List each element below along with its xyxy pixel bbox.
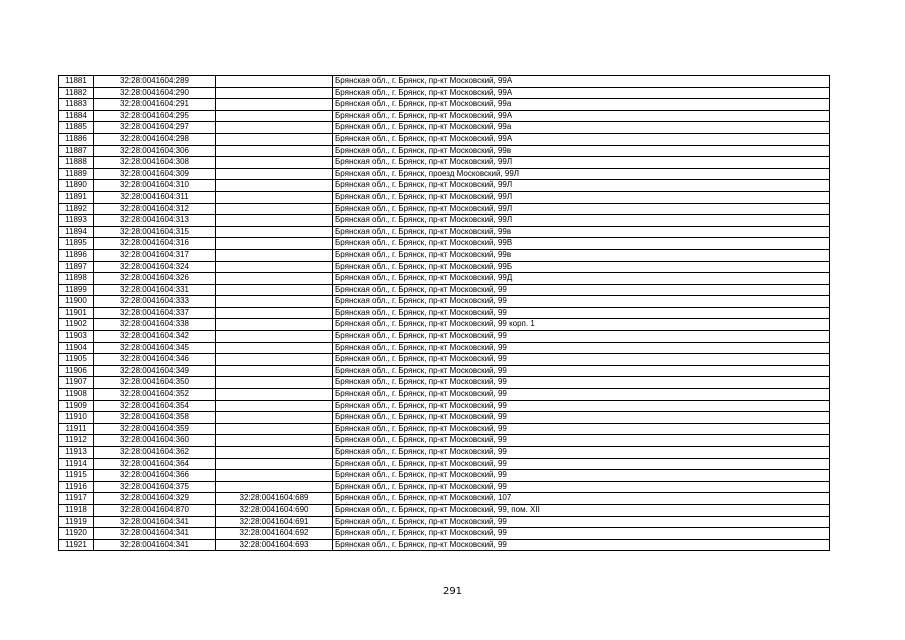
cadastral-number-cell: 32:28:0041604:349 [94,365,216,377]
address-cell: Брянская обл., г. Брянск, пр-кт Московский, 99А [333,87,830,99]
address-cell: Брянская обл., г. Брянск, пр-кт Московский, 99 [333,539,830,551]
table-row [59,493,830,505]
linked-cadastral-number-cell [216,76,333,88]
linked-cadastral-number-cell [216,435,333,447]
address-cell: Брянская обл., г. Брянск, пр-кт Московский, 99 [333,400,830,412]
row-number-cell: 11918 [59,504,94,516]
table-row [59,145,830,157]
row-number-cell: 11911 [59,423,94,435]
table-row [59,516,830,528]
cadastral-number-cell: 32:28:0041604:341 [94,528,216,540]
row-number-cell: 11886 [59,133,94,145]
linked-cadastral-number-cell [216,168,333,180]
address-cell: Брянская обл., г. Брянск, пр-кт Московский, 99, пом. XII [333,504,830,516]
address-cell: Брянская обл., г. Брянск, пр-кт Московский, 99Л [333,215,830,227]
row-number-cell: 11900 [59,296,94,308]
table-row [59,400,830,412]
row-number-cell: 11885 [59,122,94,134]
cadastral-number-cell: 32:28:0041604:338 [94,319,216,331]
linked-cadastral-number-cell [216,354,333,366]
row-number-cell: 11907 [59,377,94,389]
linked-cadastral-number-cell [216,319,333,331]
row-number-cell: 11901 [59,307,94,319]
address-cell: Брянская обл., г. Брянск, пр-кт Московский, 99 [333,528,830,540]
table-row [59,157,830,169]
row-number-cell: 11889 [59,168,94,180]
table-row [59,110,830,122]
linked-cadastral-number-cell [216,191,333,203]
row-number-cell: 11884 [59,110,94,122]
cadastral-number-cell: 32:28:0041604:366 [94,470,216,482]
table-row [59,238,830,250]
table-row [59,122,830,134]
row-number-cell: 11920 [59,528,94,540]
cadastral-number-cell: 32:28:0041604:359 [94,423,216,435]
address-cell: Брянская обл., г. Брянск, пр-кт Московский, 99 [333,516,830,528]
table-row [59,296,830,308]
table-row [59,447,830,459]
row-number-cell: 11899 [59,284,94,296]
row-number-cell: 11910 [59,412,94,424]
cadastral-number-cell: 32:28:0041604:870 [94,504,216,516]
row-number-cell: 11914 [59,458,94,470]
address-cell: Брянская обл., г. Брянск, пр-кт Московский, 99 [333,412,830,424]
linked-cadastral-number-cell: 32:28:0041604:689 [216,493,333,505]
linked-cadastral-number-cell [216,133,333,145]
cadastral-number-cell: 32:28:0041604:364 [94,458,216,470]
address-cell: Брянская обл., г. Брянск, пр-кт Московский, 99Л [333,157,830,169]
cadastral-number-cell: 32:28:0041604:375 [94,481,216,493]
cadastral-number-cell: 32:28:0041604:331 [94,284,216,296]
linked-cadastral-number-cell [216,273,333,285]
address-cell: Брянская обл., г. Брянск, пр-кт Московский, 107 [333,493,830,505]
row-number-cell: 11904 [59,342,94,354]
cadastral-number-cell: 32:28:0041604:350 [94,377,216,389]
row-number-cell: 11896 [59,249,94,261]
table-row [59,342,830,354]
address-cell: Брянская обл., г. Брянск, пр-кт Московский, 99А [333,76,830,88]
linked-cadastral-number-cell [216,249,333,261]
table-row [59,389,830,401]
cadastral-number-cell: 32:28:0041604:333 [94,296,216,308]
row-number-cell: 11905 [59,354,94,366]
linked-cadastral-number-cell [216,342,333,354]
table-row [59,458,830,470]
cadastral-number-cell: 32:28:0041604:341 [94,539,216,551]
linked-cadastral-number-cell [216,180,333,192]
address-cell: Брянская обл., г. Брянск, пр-кт Московский, 99Л [333,180,830,192]
linked-cadastral-number-cell [216,400,333,412]
linked-cadastral-number-cell [216,365,333,377]
table-row [59,412,830,424]
row-number-cell: 11895 [59,238,94,250]
linked-cadastral-number-cell [216,481,333,493]
cadastral-number-cell: 32:28:0041604:313 [94,215,216,227]
cadastral-number-cell: 32:28:0041604:310 [94,180,216,192]
address-cell: Брянская обл., г. Брянск, пр-кт Московский, 99Л [333,191,830,203]
cadastral-number-cell: 32:28:0041604:309 [94,168,216,180]
table-row [59,377,830,389]
cadastral-number-cell: 32:28:0041604:315 [94,226,216,238]
linked-cadastral-number-cell [216,470,333,482]
address-cell: Брянская обл., г. Брянск, пр-кт Московский, 99а [333,99,830,111]
address-cell: Брянская обл., г. Брянск, пр-кт Московский, 99 [333,458,830,470]
cadastral-number-cell: 32:28:0041604:326 [94,273,216,285]
cadastral-number-cell: 32:28:0041604:291 [94,99,216,111]
address-cell: Брянская обл., г. Брянск, пр-кт Московский, 99 корп. 1 [333,319,830,331]
linked-cadastral-number-cell: 32:28:0041604:693 [216,539,333,551]
row-number-cell: 11906 [59,365,94,377]
row-number-cell: 11912 [59,435,94,447]
linked-cadastral-number-cell [216,87,333,99]
address-cell: Брянская обл., г. Брянск, пр-кт Московский, 99в [333,145,830,157]
cadastral-number-cell: 32:28:0041604:290 [94,87,216,99]
row-number-cell: 11919 [59,516,94,528]
table-row [59,226,830,238]
linked-cadastral-number-cell [216,331,333,343]
row-number-cell: 11903 [59,331,94,343]
linked-cadastral-number-cell [216,122,333,134]
cadastral-number-cell: 32:28:0041604:324 [94,261,216,273]
cadastral-number-cell: 32:28:0041604:346 [94,354,216,366]
address-cell: Брянская обл., г. Брянск, пр-кт Московский, 99Б [333,261,830,273]
table-row [59,319,830,331]
cadastral-number-cell: 32:28:0041604:360 [94,435,216,447]
linked-cadastral-number-cell [216,423,333,435]
linked-cadastral-number-cell [216,261,333,273]
table-row [59,284,830,296]
page-number: 291 [442,586,463,597]
table-row [59,331,830,343]
cadastral-number-cell: 32:28:0041604:317 [94,249,216,261]
table-row [59,168,830,180]
linked-cadastral-number-cell [216,145,333,157]
cadastral-number-cell: 32:28:0041604:342 [94,331,216,343]
address-cell: Брянская обл., г. Брянск, пр-кт Московский, 99а [333,122,830,134]
cadastral-number-cell: 32:28:0041604:311 [94,191,216,203]
linked-cadastral-number-cell: 32:28:0041604:691 [216,516,333,528]
linked-cadastral-number-cell [216,458,333,470]
table-row [59,99,830,111]
address-cell: Брянская обл., г. Брянск, пр-кт Московский, 99Д [333,273,830,285]
linked-cadastral-number-cell: 32:28:0041604:690 [216,504,333,516]
row-number-cell: 11902 [59,319,94,331]
row-number-cell: 11909 [59,400,94,412]
address-cell: Брянская обл., г. Брянск, пр-кт Московский, 99 [333,365,830,377]
cadastral-number-cell: 32:28:0041604:289 [94,76,216,88]
table-row [59,481,830,493]
table-row [59,435,830,447]
address-cell: Брянская обл., г. Брянск, пр-кт Московский, 99 [333,307,830,319]
cadastral-number-cell: 32:28:0041604:297 [94,122,216,134]
table-row [59,539,830,551]
address-cell: Брянская обл., г. Брянск, пр-кт Московский, 99в [333,226,830,238]
address-cell: Брянская обл., г. Брянск, пр-кт Московский, 99в [333,249,830,261]
address-cell: Брянская обл., г. Брянск, пр-кт Московский, 99 [333,284,830,296]
table-row [59,504,830,516]
cadastral-number-cell: 32:28:0041604:295 [94,110,216,122]
cadastral-number-cell: 32:28:0041604:306 [94,145,216,157]
cadastral-number-cell: 32:28:0041604:298 [94,133,216,145]
cadastral-number-cell: 32:28:0041604:362 [94,447,216,459]
row-number-cell: 11893 [59,215,94,227]
row-number-cell: 11894 [59,226,94,238]
row-number-cell: 11887 [59,145,94,157]
row-number-cell: 11890 [59,180,94,192]
address-cell: Брянская обл., г. Брянск, пр-кт Московский, 99А [333,110,830,122]
cadastral-number-cell: 32:28:0041604:337 [94,307,216,319]
address-cell: Брянская обл., г. Брянск, пр-кт Московский, 99 [333,423,830,435]
linked-cadastral-number-cell [216,412,333,424]
table-row [59,76,830,88]
cadastral-number-cell: 32:28:0041604:312 [94,203,216,215]
table-row [59,87,830,99]
row-number-cell: 11898 [59,273,94,285]
row-number-cell: 11913 [59,447,94,459]
address-cell: Брянская обл., г. Брянск, пр-кт Московский, 99А [333,133,830,145]
linked-cadastral-number-cell [216,307,333,319]
linked-cadastral-number-cell: 32:28:0041604:692 [216,528,333,540]
linked-cadastral-number-cell [216,226,333,238]
table-row [59,423,830,435]
cadastral-number-cell: 32:28:0041604:345 [94,342,216,354]
row-number-cell: 11908 [59,389,94,401]
row-number-cell: 11891 [59,191,94,203]
address-cell: Брянская обл., г. Брянск, пр-кт Московский, 99В [333,238,830,250]
linked-cadastral-number-cell [216,447,333,459]
address-cell: Брянская обл., г. Брянск, пр-кт Московский, 99 [333,296,830,308]
table-row [59,261,830,273]
row-number-cell: 11921 [59,539,94,551]
registry-table [58,75,830,551]
address-cell: Брянская обл., г. Брянск, пр-кт Московский, 99 [333,377,830,389]
table-row [59,133,830,145]
cadastral-number-cell: 32:28:0041604:316 [94,238,216,250]
row-number-cell: 11897 [59,261,94,273]
cadastral-number-cell: 32:28:0041604:341 [94,516,216,528]
table-row [59,470,830,482]
linked-cadastral-number-cell [216,157,333,169]
row-number-cell: 11881 [59,76,94,88]
address-cell: Брянская обл., г. Брянск, проезд Московский, 99Л [333,168,830,180]
row-number-cell: 11892 [59,203,94,215]
address-cell: Брянская обл., г. Брянск, пр-кт Московский, 99 [333,331,830,343]
linked-cadastral-number-cell [216,215,333,227]
address-cell: Брянская обл., г. Брянск, пр-кт Московский, 99 [333,481,830,493]
row-number-cell: 11917 [59,493,94,505]
row-number-cell: 11916 [59,481,94,493]
address-cell: Брянская обл., г. Брянск, пр-кт Московский, 99Л [333,203,830,215]
linked-cadastral-number-cell [216,284,333,296]
table-row [59,273,830,285]
row-number-cell: 11888 [59,157,94,169]
address-cell: Брянская обл., г. Брянск, пр-кт Московский, 99 [333,389,830,401]
linked-cadastral-number-cell [216,203,333,215]
address-cell: Брянская обл., г. Брянск, пр-кт Московский, 99 [333,470,830,482]
address-cell: Брянская обл., г. Брянск, пр-кт Московский, 99 [333,435,830,447]
table-row [59,203,830,215]
row-number-cell: 11915 [59,470,94,482]
table-row [59,215,830,227]
address-cell: Брянская обл., г. Брянск, пр-кт Московский, 99 [333,342,830,354]
table-row [59,528,830,540]
address-cell: Брянская обл., г. Брянск, пр-кт Московский, 99 [333,354,830,366]
linked-cadastral-number-cell [216,377,333,389]
cadastral-number-cell: 32:28:0041604:308 [94,157,216,169]
table-row [59,365,830,377]
row-number-cell: 11883 [59,99,94,111]
cadastral-number-cell: 32:28:0041604:358 [94,412,216,424]
cadastral-number-cell: 32:28:0041604:354 [94,400,216,412]
linked-cadastral-number-cell [216,110,333,122]
cadastral-number-cell: 32:28:0041604:352 [94,389,216,401]
table-row [59,180,830,192]
table-row [59,307,830,319]
table-row [59,354,830,366]
linked-cadastral-number-cell [216,238,333,250]
linked-cadastral-number-cell [216,99,333,111]
cadastral-number-cell: 32:28:0041604:329 [94,493,216,505]
linked-cadastral-number-cell [216,389,333,401]
linked-cadastral-number-cell [216,296,333,308]
table-row [59,249,830,261]
table-row [59,191,830,203]
registry-table-body [59,76,830,551]
row-number-cell: 11882 [59,87,94,99]
address-cell: Брянская обл., г. Брянск, пр-кт Московский, 99 [333,447,830,459]
